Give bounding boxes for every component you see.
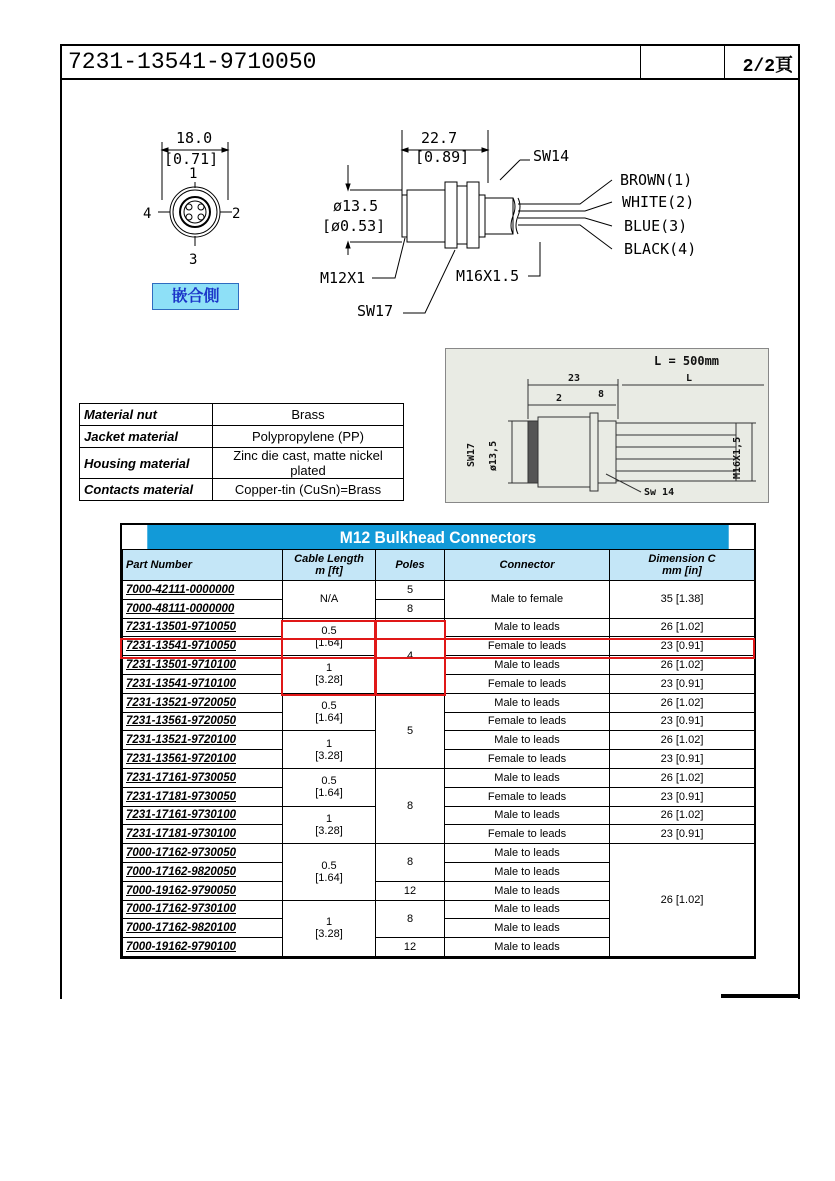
part-number-link[interactable]: 7000-17162-9820050	[123, 862, 283, 881]
wire-white: WHITE(2)	[622, 193, 695, 211]
cable-ft: [3.28]	[315, 674, 343, 687]
connector-cell: Male to leads	[445, 618, 610, 637]
cable-length-cell	[283, 806, 376, 844]
poles-cell: 12	[376, 938, 445, 957]
cable-m: 1	[325, 916, 333, 929]
material-key: Housing material	[80, 448, 213, 479]
part-number-link[interactable]: 7231-13521-9720100	[123, 731, 283, 750]
cable-m: 1	[325, 812, 333, 825]
dimension-cell: 35 [1.38]	[610, 581, 755, 619]
connector-cell: Male to leads	[445, 881, 610, 900]
connector-cell: Male to leads	[445, 862, 610, 881]
poles-cell: 8	[376, 768, 445, 843]
connector-cell: Female to leads	[445, 674, 610, 693]
photo-thread: M16X1,5	[732, 436, 743, 479]
dimension-cell: 26 [1.02]	[610, 618, 755, 637]
connector-cell: Male to leads	[445, 806, 610, 825]
dimension-cell: 23 [0.91]	[610, 637, 755, 656]
front-width-dim: 18.0	[176, 129, 213, 147]
thread-rear-label: M16X1.5	[456, 267, 520, 285]
photo-sw17: SW17	[466, 442, 477, 467]
poles-cell: 8	[376, 900, 445, 938]
part-number-link[interactable]: 7231-17161-9730050	[123, 768, 283, 787]
material-value: Copper-tin (CuSn)=Brass	[213, 479, 404, 501]
photo-sw14: Sw 14	[644, 487, 675, 498]
cable-m: 0.5	[321, 775, 337, 788]
poles-cell: 5	[376, 581, 445, 600]
connector-cell: Female to leads	[445, 825, 610, 844]
cable-m: 1	[325, 737, 333, 750]
photo-dim-23: 23	[568, 373, 581, 384]
col-dimension-label: Dimension C mm [in]	[648, 553, 716, 577]
poles-cell: 12	[376, 881, 445, 900]
material-row	[80, 479, 404, 501]
pin-2-label: 2	[232, 206, 241, 222]
connectors-table-title: M12 Bulkhead Connectors	[147, 525, 728, 549]
part-number-link[interactable]: 7231-13561-9720050	[123, 712, 283, 731]
side-length-inch: [0.89]	[415, 148, 470, 166]
part-number-link[interactable]: 7231-17181-9730100	[123, 825, 283, 844]
material-row	[80, 426, 404, 448]
dimension-cell: 26 [1.02]	[610, 768, 755, 787]
connector-cell: Female to leads	[445, 637, 610, 656]
material-key: Contacts material	[80, 479, 213, 501]
dimension-cell: 26 [1.02]	[610, 844, 755, 957]
cable-length-cell	[283, 900, 376, 956]
dimension-cell: 23 [0.91]	[610, 825, 755, 844]
table-header-row	[123, 550, 755, 581]
bottom-bar	[721, 994, 798, 998]
poles-cell: 5	[376, 693, 445, 768]
part-number-link[interactable]: 7000-19162-9790050	[123, 881, 283, 900]
col-dimension	[610, 550, 755, 581]
pin-3-label: 3	[189, 252, 198, 268]
cable-ft: [3.28]	[315, 928, 343, 941]
dimension-cell: 26 [1.02]	[610, 656, 755, 675]
table-row	[123, 581, 755, 600]
technical-drawing	[0, 0, 835, 340]
table-row	[123, 768, 755, 787]
connector-cell: Male to leads	[445, 731, 610, 750]
page-number: 2/2頁	[742, 57, 793, 77]
poles-cell: 4	[376, 618, 445, 693]
cable-length-cell	[283, 731, 376, 769]
front-width-inch: [0.71]	[164, 150, 219, 168]
col-cable-length-label: Cable Length m [ft]	[294, 553, 364, 577]
connectors-table	[122, 549, 755, 957]
product-photo-drawing	[445, 348, 769, 503]
connector-cell: Male to leads	[445, 919, 610, 938]
cable-m: 1	[325, 662, 333, 675]
side-length-dim: 22.7	[421, 129, 458, 147]
cable-ft: [1.64]	[315, 787, 343, 800]
diameter-inch: [ø0.53]	[322, 217, 386, 235]
cable-ft: [3.28]	[315, 749, 343, 762]
col-connector: Connector	[445, 550, 610, 581]
dimension-cell: 26 [1.02]	[610, 693, 755, 712]
part-number-link[interactable]: 7231-17161-9730100	[123, 806, 283, 825]
dimension-cell: 23 [0.91]	[610, 750, 755, 769]
cable-ft: [1.64]	[315, 712, 343, 725]
dimension-cell: 23 [0.91]	[610, 712, 755, 731]
connector-cell: Male to leads	[445, 768, 610, 787]
col-cable-length	[283, 550, 376, 581]
connector-cell: Female to leads	[445, 750, 610, 769]
cable-length-cell: N/A	[283, 581, 376, 619]
part-number-link[interactable]: 7231-13501-9710100	[123, 656, 283, 675]
part-number-link[interactable]: 7000-17162-9730100	[123, 900, 283, 919]
pin-4-label: 4	[143, 206, 152, 222]
cable-length-cell	[283, 693, 376, 731]
material-row	[80, 448, 404, 479]
wire-black: BLACK(4)	[624, 240, 697, 258]
poles-cell: 8	[376, 844, 445, 882]
dimension-cell: 26 [1.02]	[610, 731, 755, 750]
part-number-link[interactable]: 7000-42111-0000000	[123, 581, 283, 600]
document-number: 7231-13541-9710050	[68, 49, 317, 75]
diameter-label: ø13.5	[333, 197, 379, 215]
photo-dim-2: 2	[556, 393, 563, 404]
part-number-link[interactable]: 7231-13501-9710050	[123, 618, 283, 637]
cable-m: 0.5	[321, 624, 337, 637]
wire-blue: BLUE(3)	[624, 217, 688, 235]
table-row	[123, 844, 755, 863]
part-number-link[interactable]: 7231-17181-9730050	[123, 787, 283, 806]
connector-cell: Male to leads	[445, 900, 610, 919]
connector-cell: Male to leads	[445, 656, 610, 675]
connector-cell: Male to female	[445, 581, 610, 619]
connector-cell: Female to leads	[445, 787, 610, 806]
dimension-cell: 26 [1.02]	[610, 806, 755, 825]
thread-front-label: M12X1	[320, 269, 366, 287]
connectors-table-panel	[120, 523, 756, 959]
wire-brown: BROWN(1)	[620, 171, 693, 189]
material-row	[80, 404, 404, 426]
photo-diameter: ø13,5	[488, 440, 499, 471]
sw17-label: SW17	[357, 302, 394, 320]
part-number-link[interactable]: 7231-13541-9710100	[123, 674, 283, 693]
sw14-label: SW14	[533, 147, 570, 165]
highlight-poles-group	[374, 620, 446, 696]
photo-dim-l: L	[686, 373, 693, 384]
photo-dim-8: 8	[598, 389, 605, 400]
col-poles: Poles	[376, 550, 445, 581]
material-key: Material nut	[80, 404, 213, 426]
part-number-link[interactable]: 7000-17162-9820100	[123, 919, 283, 938]
connector-cell: Male to leads	[445, 693, 610, 712]
poles-cell: 8	[376, 599, 445, 618]
material-value: Polypropylene (PP)	[213, 426, 404, 448]
cable-length-cell	[283, 844, 376, 900]
cable-ft: [1.64]	[315, 871, 343, 884]
dimension-cell: 23 [0.91]	[610, 674, 755, 693]
pin-1-label: 1	[189, 166, 198, 182]
part-number-link[interactable]: 7000-48111-0000000	[123, 599, 283, 618]
photo-length-label: L = 500mm	[654, 354, 720, 368]
table-row	[123, 693, 755, 712]
material-value: Zinc die cast, matte nickel plated	[213, 448, 404, 479]
cable-ft: [1.64]	[315, 636, 343, 649]
material-value: Brass	[213, 404, 404, 426]
photo-sketch	[446, 349, 768, 502]
material-key: Jacket material	[80, 426, 213, 448]
connector-cell: Male to leads	[445, 844, 610, 863]
part-number-link[interactable]: 7231-13521-9720050	[123, 693, 283, 712]
highlight-cable-group	[281, 620, 377, 696]
cable-length-cell	[283, 768, 376, 806]
col-part-number: Part Number	[123, 550, 283, 581]
mating-side-label: 嵌合側	[152, 283, 239, 310]
dimension-cell: 23 [0.91]	[610, 787, 755, 806]
material-table	[79, 403, 404, 501]
part-number-link[interactable]: 7231-13561-9720100	[123, 750, 283, 769]
connector-cell: Male to leads	[445, 938, 610, 957]
cable-m: 0.5	[321, 700, 337, 713]
part-number-link[interactable]: 7231-13541-9710050	[123, 637, 283, 656]
part-number-link[interactable]: 7000-19162-9790100	[123, 938, 283, 957]
part-number-link[interactable]: 7000-17162-9730050	[123, 844, 283, 863]
connector-cell: Female to leads	[445, 712, 610, 731]
cable-ft: [3.28]	[315, 824, 343, 837]
cable-m: 0.5	[321, 859, 337, 872]
